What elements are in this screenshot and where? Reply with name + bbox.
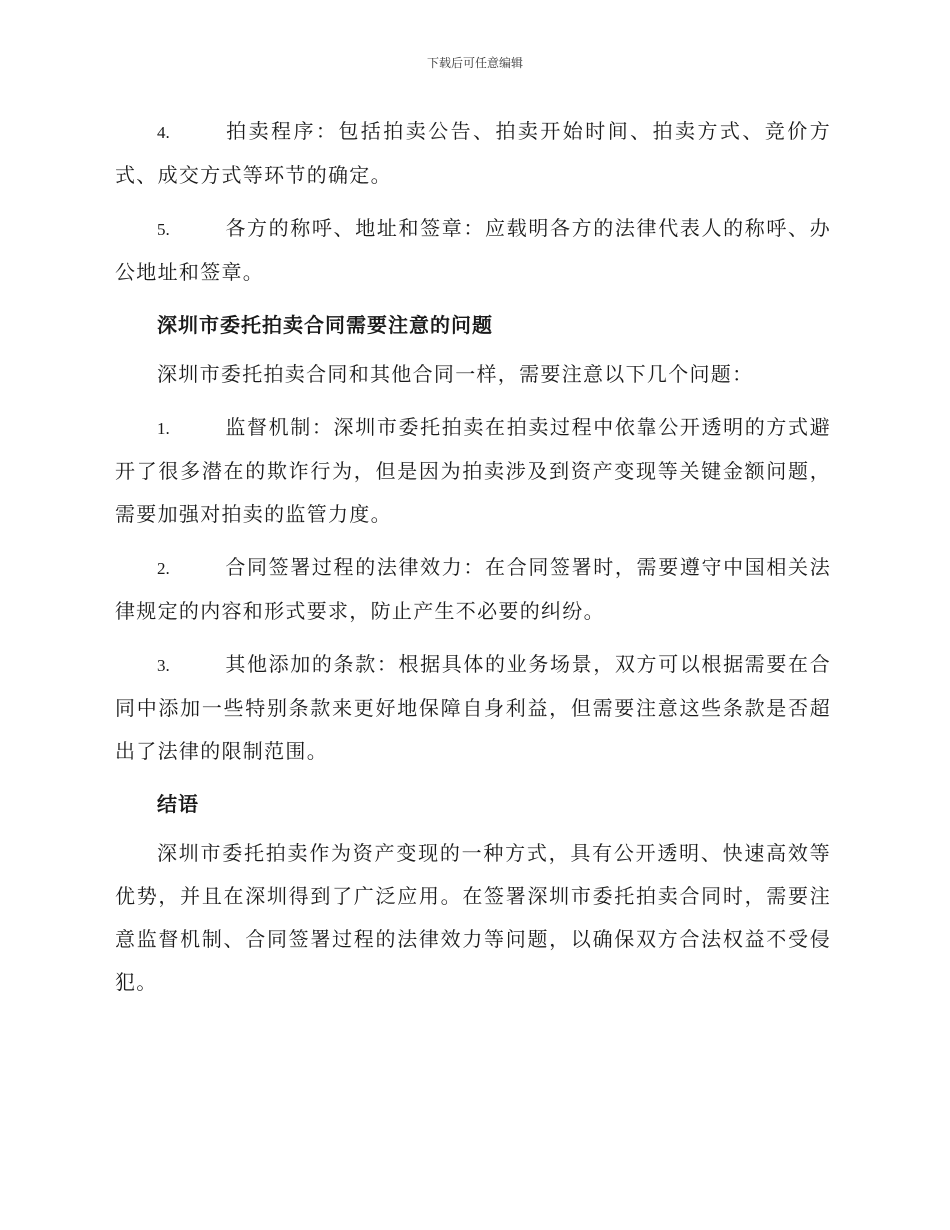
section-heading-conclusion: 结语 <box>157 792 199 816</box>
conclusion-paragraph: 深圳市委托拍卖作为资产变现的一种方式，具有公开透明、快速高效等优势，并且在深圳得到了广泛应用。在签署深圳市委托拍卖合同时，需要注意监督机制、合同签署过程的法律效力等问题，以确保双方合法权益不受侵犯。 <box>115 841 831 994</box>
list-text: 各方的称呼、地址和签章：应载明各方的法律代表人的称呼、办公地址和签章。 <box>115 216 831 284</box>
list-number: 4. <box>157 123 170 142</box>
issue-item-1 <box>115 406 831 536</box>
list-text: 其他添加的条款：根据具体的业务场景，双方可以根据需要在合同中添加一些特别条款来更好地保障自身利益，但需要注意这些条款是否超出了法律的限制范围。 <box>115 652 831 763</box>
list-text: 拍卖程序：包括拍卖公告、拍卖开始时间、拍卖方式、竞价方式、成交方式等环节的确定。 <box>115 119 831 187</box>
section-heading-issues: 深圳市委托拍卖合同需要注意的问题 <box>157 313 493 337</box>
list-number: 3. <box>157 656 170 675</box>
page-header-note: 下载后可任意编辑 <box>426 56 523 70</box>
intro-paragraph: 深圳市委托拍卖合同和其他合同一样，需要注意以下几个问题： <box>157 362 754 386</box>
document-body <box>115 110 831 1014</box>
list-item-4 <box>115 110 831 197</box>
list-item-5 <box>115 207 831 294</box>
list-text: 合同签署过程的法律效力：在合同签署时，需要遵守中国相关法律规定的内容和形式要求，防止产生不必要的纠纷。 <box>115 555 831 623</box>
issue-item-2 <box>115 546 831 633</box>
list-text: 监督机制：深圳市委托拍卖在拍卖过程中依靠公开透明的方式避开了很多潜在的欺诈行为，但是因为拍卖涉及到资产变现等关键金额问题，需要加强对拍卖的监管力度。 <box>115 415 831 526</box>
list-number: 1. <box>157 419 170 438</box>
issue-item-3 <box>115 643 831 773</box>
list-number: 2. <box>157 559 170 578</box>
list-number: 5. <box>157 220 170 239</box>
